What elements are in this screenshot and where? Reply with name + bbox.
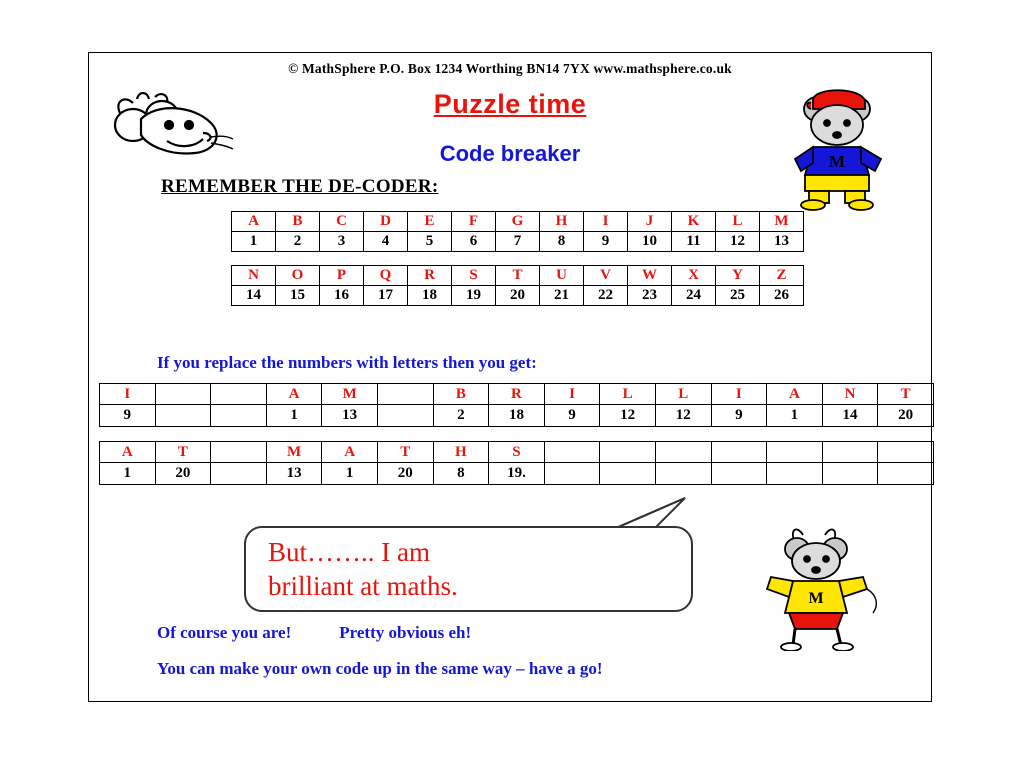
answer-cell: 12 xyxy=(600,405,656,427)
decoder-cell: 4 xyxy=(364,232,408,252)
decoder-cell: 25 xyxy=(716,286,760,306)
answer-cell: 1 xyxy=(322,463,378,485)
answer-numbers-row-1 xyxy=(100,405,934,427)
answer-cell: T xyxy=(155,442,211,463)
decoder-cell: I xyxy=(584,212,628,232)
decoder-cell: U xyxy=(540,266,584,286)
decoder-cell: J xyxy=(628,212,672,232)
decoder-cell: F xyxy=(452,212,496,232)
copyright-line: © MathSphere P.O. Box 1234 Worthing BN14 7YX www.mathsphere.co.uk xyxy=(288,61,732,76)
closing-line-1 xyxy=(157,623,471,643)
answer-cell xyxy=(878,442,934,463)
answer-cell xyxy=(377,405,433,427)
svg-text:M: M xyxy=(828,152,846,171)
decoder-cell: M xyxy=(760,212,804,232)
answer-cell: 9 xyxy=(544,405,600,427)
decoder-cell: 24 xyxy=(672,286,716,306)
decoder-cell: 16 xyxy=(320,286,364,306)
answer-cell xyxy=(822,442,878,463)
decoder-cell: V xyxy=(584,266,628,286)
answer-cell xyxy=(377,384,433,405)
decoder-cell: H xyxy=(540,212,584,232)
answer-cell: R xyxy=(489,384,545,405)
decoder-cell: 20 xyxy=(496,286,540,306)
answer-cell xyxy=(822,463,878,485)
answer-cell xyxy=(544,463,600,485)
decoder-cell: B xyxy=(276,212,320,232)
answer-cell: A xyxy=(100,442,156,463)
answer-cell xyxy=(211,405,267,427)
answer-cell: 2 xyxy=(433,405,489,427)
decoder-cell: P xyxy=(320,266,364,286)
answer-cell: 1 xyxy=(266,405,322,427)
decoder-cell: 5 xyxy=(408,232,452,252)
decoder-cell: O xyxy=(276,266,320,286)
answer-cell: 13 xyxy=(266,463,322,485)
instruction-text: If you replace the numbers with letters then you get: xyxy=(157,353,537,372)
worksheet-sheet xyxy=(88,52,932,702)
answer-cell xyxy=(155,405,211,427)
decoder-cell: Z xyxy=(760,266,804,286)
answer-cell xyxy=(544,442,600,463)
decoder-cell: N xyxy=(232,266,276,286)
decoder-letters-row-2 xyxy=(232,266,804,286)
speech-bubble-line-1: But…….. I am xyxy=(268,537,430,567)
decoder-cell: 22 xyxy=(584,286,628,306)
answer-cell: I xyxy=(544,384,600,405)
decoder-cell: T xyxy=(496,266,540,286)
answer-cell: M xyxy=(322,384,378,405)
answer-cell: 9 xyxy=(100,405,156,427)
decoder-cell: 10 xyxy=(628,232,672,252)
mouse-blue-shirt-icon xyxy=(769,81,909,216)
decoder-cell: K xyxy=(672,212,716,232)
decoder-cell: 1 xyxy=(232,232,276,252)
decoder-cell: 21 xyxy=(540,286,584,306)
decoder-table-row2 xyxy=(231,265,804,306)
decoder-letters-row-1 xyxy=(232,212,804,232)
answer-cell xyxy=(711,442,767,463)
answer-cell: I xyxy=(711,384,767,405)
answer-cell: 20 xyxy=(377,463,433,485)
answer-cell: A xyxy=(266,384,322,405)
answer-cell: 20 xyxy=(878,405,934,427)
answer-cell xyxy=(878,463,934,485)
answer-letters-row-2 xyxy=(100,442,934,463)
answer-numbers-row-2 xyxy=(100,463,934,485)
decoder-cell: X xyxy=(672,266,716,286)
answer-cell xyxy=(155,384,211,405)
decoder-cell: S xyxy=(452,266,496,286)
decoder-cell: 26 xyxy=(760,286,804,306)
answer-cell: 20 xyxy=(155,463,211,485)
mouse-yellow-shirt-icon xyxy=(749,521,889,656)
answer-cell: 19. xyxy=(489,463,545,485)
decoder-cell: 13 xyxy=(760,232,804,252)
answer-cell: N xyxy=(822,384,878,405)
answer-cell xyxy=(767,442,823,463)
decoder-cell: 23 xyxy=(628,286,672,306)
decoder-cell: 7 xyxy=(496,232,540,252)
answer-cell xyxy=(600,463,656,485)
decoder-cell: 14 xyxy=(232,286,276,306)
answer-cell: A xyxy=(322,442,378,463)
answer-cell: M xyxy=(266,442,322,463)
answer-cell xyxy=(600,442,656,463)
decoder-numbers-row-1 xyxy=(232,232,804,252)
answer-cell: 8 xyxy=(433,463,489,485)
decoder-cell: D xyxy=(364,212,408,232)
answer-cell: L xyxy=(600,384,656,405)
decoder-cell: 19 xyxy=(452,286,496,306)
answer-cell: 1 xyxy=(767,405,823,427)
decoder-cell: 8 xyxy=(540,232,584,252)
decoder-cell: 15 xyxy=(276,286,320,306)
answer-cell: 12 xyxy=(655,405,711,427)
remember-label: REMEMBER THE DE-CODER: xyxy=(161,176,439,197)
decoder-table-row1 xyxy=(231,211,804,252)
closing-line-2: You can make your own code up in the same way – have a go! xyxy=(157,659,603,678)
decoder-cell: 18 xyxy=(408,286,452,306)
decoder-cell: W xyxy=(628,266,672,286)
answer-cell xyxy=(211,463,267,485)
decoder-cell: G xyxy=(496,212,540,232)
answer-cell xyxy=(711,463,767,485)
decoder-cell: Y xyxy=(716,266,760,286)
decoder-cell: 9 xyxy=(584,232,628,252)
answer-cell: 13 xyxy=(322,405,378,427)
decoder-cell: 6 xyxy=(452,232,496,252)
answer-table-row1 xyxy=(99,383,934,427)
mouse-head-icon xyxy=(107,89,237,174)
answer-cell: A xyxy=(767,384,823,405)
answer-cell: 18 xyxy=(489,405,545,427)
closing-text-a: Of course you are! xyxy=(157,623,292,642)
decoder-cell: C xyxy=(320,212,364,232)
answer-letters-row-1 xyxy=(100,384,934,405)
answer-cell: H xyxy=(433,442,489,463)
decoder-cell: 12 xyxy=(716,232,760,252)
decoder-cell: E xyxy=(408,212,452,232)
answer-cell xyxy=(767,463,823,485)
answer-cell xyxy=(211,442,267,463)
answer-cell: 9 xyxy=(711,405,767,427)
svg-text:M: M xyxy=(808,590,824,607)
decoder-cell: 2 xyxy=(276,232,320,252)
answer-cell xyxy=(655,463,711,485)
speech-bubble-text xyxy=(246,536,691,604)
answer-cell: I xyxy=(100,384,156,405)
speech-bubble xyxy=(244,526,693,612)
decoder-cell: 17 xyxy=(364,286,408,306)
answer-cell: T xyxy=(377,442,433,463)
decoder-cell: 11 xyxy=(672,232,716,252)
page-title: Puzzle time xyxy=(433,89,587,119)
decoder-numbers-row-2 xyxy=(232,286,804,306)
answer-cell xyxy=(211,384,267,405)
answer-cell: B xyxy=(433,384,489,405)
answer-table-row2 xyxy=(99,441,934,485)
decoder-cell: L xyxy=(716,212,760,232)
answer-cell: 1 xyxy=(100,463,156,485)
answer-cell: S xyxy=(489,442,545,463)
speech-bubble-line-2: brilliant at maths. xyxy=(268,570,458,601)
decoder-cell: R xyxy=(408,266,452,286)
decoder-cell: Q xyxy=(364,266,408,286)
answer-cell: L xyxy=(655,384,711,405)
decoder-cell: 3 xyxy=(320,232,364,252)
answer-cell: 14 xyxy=(822,405,878,427)
page-subtitle: Code breaker xyxy=(439,141,581,166)
closing-text-b: Pretty obvious eh! xyxy=(339,623,472,642)
answer-cell: T xyxy=(878,384,934,405)
decoder-cell: A xyxy=(232,212,276,232)
answer-cell xyxy=(655,442,711,463)
